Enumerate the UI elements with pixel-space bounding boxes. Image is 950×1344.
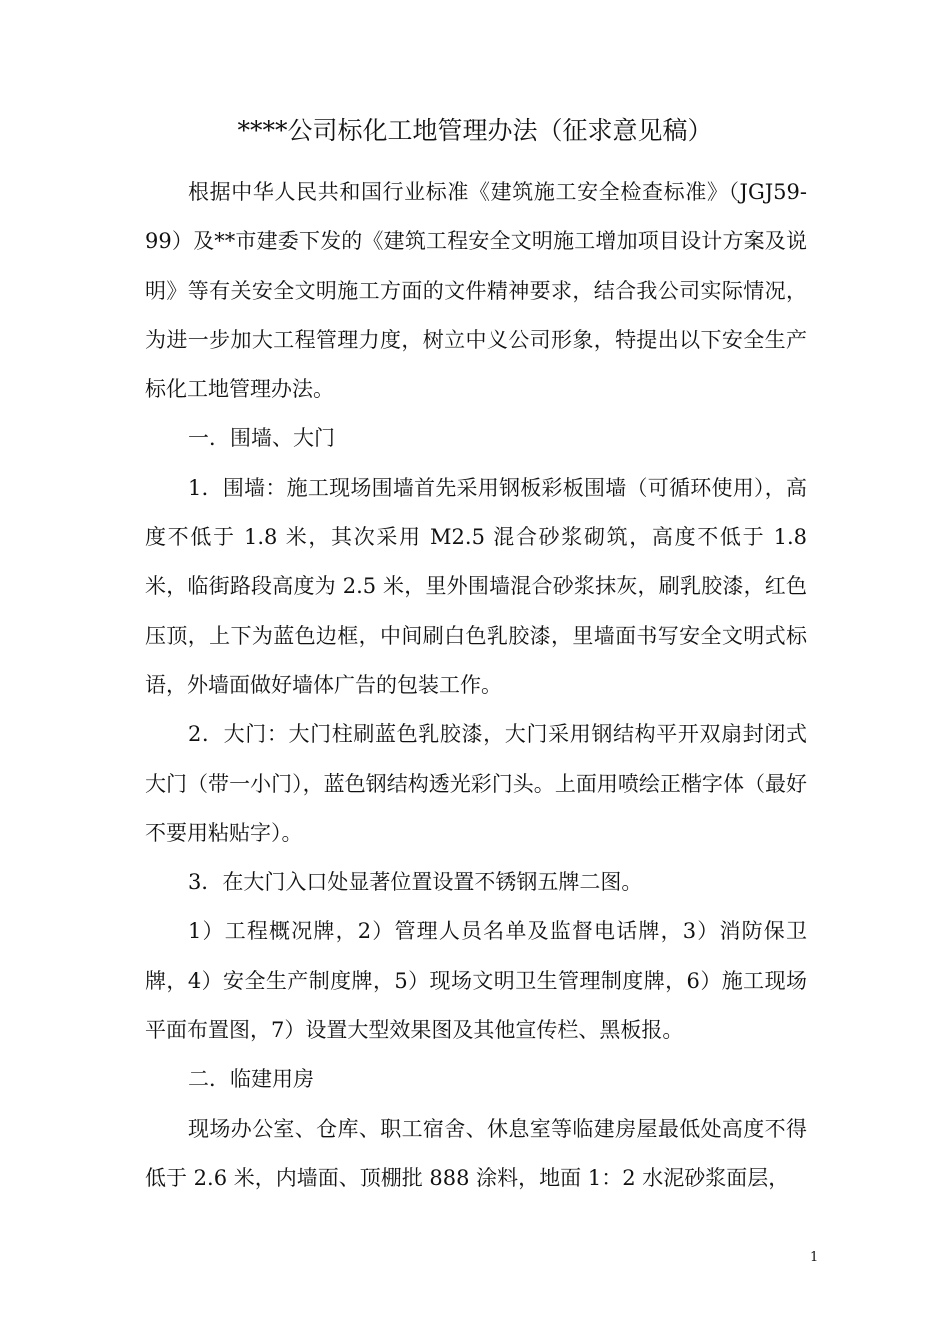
paragraph-signboards: 3．在大门入口处显著位置设置不锈钢五牌二图。 [188,870,643,895]
document-title: ****公司标化工地管理办法（征求意见稿） [237,116,713,145]
document-body [145,168,807,1203]
page-number: 1 [810,1250,819,1265]
section-heading-temporary-buildings: 二．临建用房 [188,1067,314,1092]
paragraph-temporary-buildings: 现场办公室、仓库、职工宿舍、休息室等临建房屋最低处高度不得低于 2.6 米，内墙面、顶棚批 888 涂料，地面 1：2 水泥砂浆面层， [145,1116,807,1190]
paragraph-intro: 根据中华人民共和国行业标准《建筑施工安全检查标准》（JGJ59-99）及**市建委下发的《建筑工程安全文明施工增加项目设计方案及说明》等有关安全文明施工方面的文件精神要求，结合我公司实际情况，为进一步加大工程管理力度，树立中义公司形象，特提出以下安全生产标化工地管理办法。 [145,180,807,402]
paragraph-wall: 1．围墙：施工现场围墙首先采用钢板彩板围墙（可循环使用），高度不低于 1.8 米，其次采用 M2.5 混合砂浆砌筑，高度不低于 1.8 米，临街路段高度为 2.5 米，里外围墙混合砂浆抹灰，刷乳胶漆，红色压顶，上下为蓝色边框，中间刷白色乳胶漆，里墙面书写安全文明式标语，外墙面做好墙体广告的包装工作。 [145,475,807,697]
paragraph-signboard-list: 1）工程概况牌，2）管理人员名单及监督电话牌，3）消防保卫牌，4）安全生产制度牌，5）现场文明卫生管理制度牌，6）施工现场平面布置图，7）设置大型效果图及其他宣传栏、黑板报。 [145,919,807,1043]
section-heading-wall-gate: 一．围墙、大门 [188,426,335,451]
paragraph-gate: 2．大门：大门柱刷蓝色乳胶漆，大门采用钢结构平开双扇封闭式大门（带一小门），蓝色钢结构透光彩门头。上面用喷绘正楷字体（最好不要用粘贴字）。 [145,722,807,845]
